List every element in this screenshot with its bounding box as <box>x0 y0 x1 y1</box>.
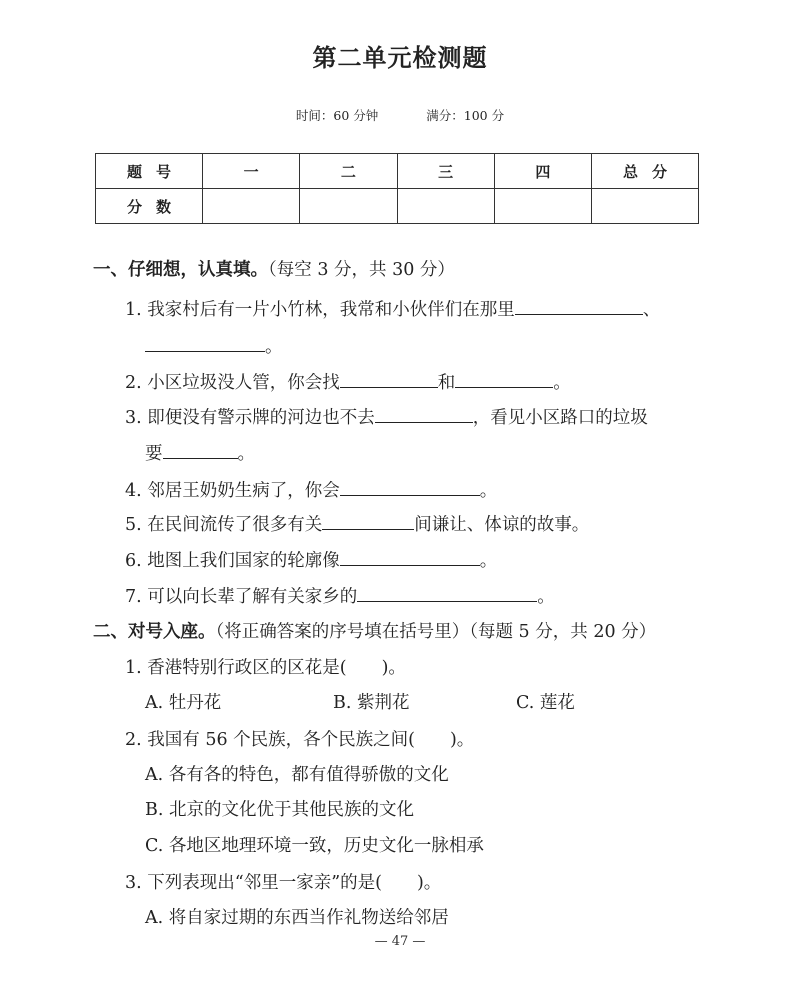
question-6-end: 。 <box>479 551 498 571</box>
answer-blank[interactable] <box>515 296 643 315</box>
score-table <box>95 153 699 224</box>
question-5-text: 5. 在民间流传了很多有关 <box>125 515 323 535</box>
question-6 <box>125 547 497 573</box>
question-1-end: 。 <box>265 337 283 357</box>
mc-question-1-option-c[interactable] <box>516 691 575 715</box>
question-7-text: 7. 可以向长辈了解有关家乡的 <box>125 587 358 607</box>
score-table-header-label: 题号 <box>96 154 203 189</box>
answer-blank[interactable] <box>357 583 537 602</box>
mc-question-1 <box>125 656 406 680</box>
mc-question-2 <box>125 728 474 752</box>
time-limit: 时间：60 分钟 <box>295 108 379 123</box>
question-6-text: 6. 地图上我们国家的轮廓像 <box>125 551 340 571</box>
question-1 <box>125 296 660 322</box>
score-table-header-row <box>96 154 699 189</box>
question-4-end: 。 <box>479 481 498 501</box>
question-3-tail: ，看见小区路口的垃圾 <box>472 408 648 428</box>
score-table-row-label: 分数 <box>96 189 203 224</box>
score-table-score-row <box>96 189 699 224</box>
answer-blank[interactable] <box>340 477 480 496</box>
question-1-text: 1. 我家村后有一片小竹林，我常和小伙伴们在那里 <box>125 300 515 320</box>
score-cell[interactable] <box>203 189 300 224</box>
answer-blank[interactable] <box>455 369 553 388</box>
option-c-label: C. 莲花 <box>516 693 575 713</box>
section-1-title: 一、仔细想，认真填。 <box>93 260 268 280</box>
question-2-end: 。 <box>553 373 571 393</box>
answer-blank[interactable] <box>145 333 265 352</box>
score-table-col-total: 总分 <box>592 154 699 189</box>
question-2 <box>125 369 571 395</box>
option-b-label: B. 北京的文化优于其他民族的文化 <box>145 800 414 820</box>
answer-blank[interactable] <box>340 547 480 566</box>
score-cell[interactable] <box>397 189 494 224</box>
mc-question-1-option-a[interactable] <box>145 691 221 715</box>
score-cell-total[interactable] <box>592 189 699 224</box>
option-a-label: A. 将自家过期的东西当作礼物送给邻居 <box>145 908 449 928</box>
answer-blank[interactable] <box>340 369 438 388</box>
question-7 <box>125 583 555 609</box>
mc-question-2-option-b[interactable] <box>145 798 414 822</box>
mc-question-2-text: 2. 我国有 56 个民族，各个民族之间( )。 <box>125 730 475 750</box>
question-3-text: 3. 即便没有警示牌的河边也不去 <box>125 408 375 428</box>
score-cell[interactable] <box>494 189 591 224</box>
question-3-line2-text: 要 <box>145 444 163 464</box>
full-score: 满分：100 分 <box>426 108 505 123</box>
answer-blank[interactable] <box>163 440 238 459</box>
question-7-end: 。 <box>537 587 555 607</box>
mc-question-3 <box>125 871 441 895</box>
exam-meta <box>0 106 800 124</box>
question-5-tail: 间谦让、体谅的故事。 <box>414 515 590 535</box>
score-cell[interactable] <box>300 189 397 224</box>
question-1-sep: 、 <box>642 300 661 320</box>
question-2-text: 2. 小区垃圾没人管，你会找 <box>125 373 340 393</box>
question-4 <box>125 477 497 503</box>
score-table-col-2: 二 <box>300 154 397 189</box>
question-3-end: 。 <box>237 444 255 464</box>
score-table-col-4: 四 <box>494 154 591 189</box>
question-5 <box>125 511 589 537</box>
mc-question-1-text: 1. 香港特别行政区的区花是( )。 <box>125 658 406 678</box>
question-2-mid: 和 <box>437 373 456 393</box>
option-c-label: C. 各地区地理环境一致，历史文化一脉相承 <box>145 836 484 856</box>
question-4-text: 4. 邻居王奶奶生病了，你会 <box>125 481 340 501</box>
mc-question-2-option-a[interactable] <box>145 763 449 787</box>
option-a-label: A. 牡丹花 <box>145 693 222 713</box>
mc-question-2-option-c[interactable] <box>145 834 484 858</box>
score-table-col-1: 一 <box>203 154 300 189</box>
option-b-label: B. 紫荆花 <box>333 693 410 713</box>
question-3-line2 <box>145 440 255 466</box>
answer-blank[interactable] <box>322 511 414 530</box>
mc-question-1-option-b[interactable] <box>333 691 410 715</box>
section-2-title: 二、对号入座。 <box>93 622 216 642</box>
section-2-heading <box>93 620 656 644</box>
section-1-heading <box>93 258 455 282</box>
question-3 <box>125 404 648 430</box>
page-title: 第二单元检测题 <box>312 44 488 72</box>
score-table-col-3: 三 <box>397 154 494 189</box>
option-a-label: A. 各有各的特色，都有值得骄傲的文化 <box>145 765 449 785</box>
mc-question-3-option-a[interactable] <box>145 906 449 930</box>
section-2-note: （将正确答案的序号填在括号里）（每题 5 分，共 20 分） <box>215 622 657 642</box>
question-1-line2 <box>145 333 283 359</box>
section-1-note: （每空 3 分，共 30 分） <box>268 260 455 280</box>
answer-blank[interactable] <box>375 404 473 423</box>
mc-question-3-text: 3. 下列表现出“邻里一家亲”的是( )。 <box>125 873 442 893</box>
page-number: — 47 — <box>374 934 426 949</box>
